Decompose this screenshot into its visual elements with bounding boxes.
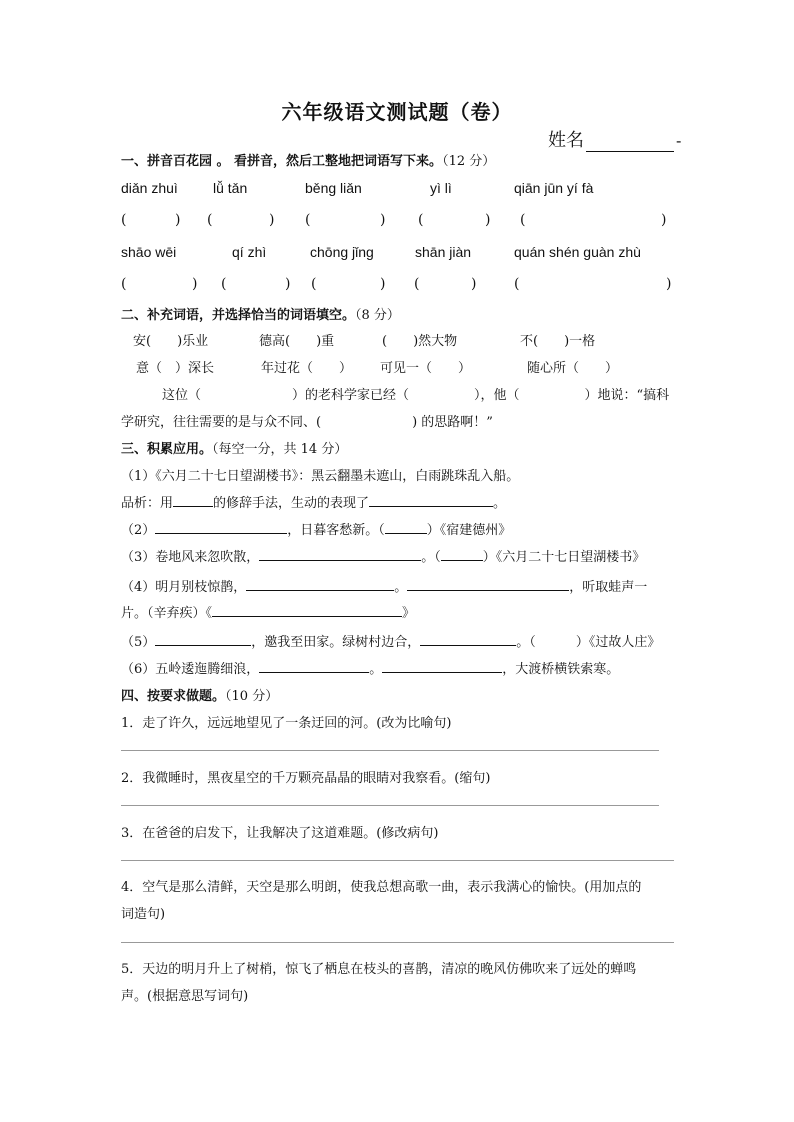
item-3-6-mid: 。 (369, 662, 383, 677)
analysis-mid: 的修辞手法，生动的表现了 (213, 496, 370, 511)
pinyin-1: diǎn zhuì (121, 180, 178, 196)
blank-3-4-a[interactable] (246, 577, 394, 591)
analysis-end: 。 (493, 496, 507, 511)
question-4-4-cont: 词造句) (121, 907, 166, 922)
blank-3-5-b[interactable] (420, 632, 516, 646)
blank-3-4-b[interactable] (407, 577, 569, 591)
answer-line-4-2[interactable] (121, 805, 659, 806)
blank-2-open: ( (207, 212, 213, 228)
pinyin-5: qiān jūn yí fà (514, 180, 594, 196)
question-4-1: 1．走了许久，远远地望见了一条迂回的河。(改为比喻句) (121, 716, 452, 731)
blank-1-open: ( (121, 212, 127, 228)
item-3-2-num: （2） (121, 523, 156, 538)
blank-3-close: ) (380, 212, 386, 228)
idiom-5: 意（ ）深长 (136, 361, 215, 376)
item-3-1-analysis (121, 492, 506, 511)
pinyin-9: shān jiàn (415, 244, 472, 260)
item-3-6 (121, 658, 619, 677)
item-3-3 (121, 546, 645, 565)
name-field[interactable] (548, 126, 681, 152)
pinyin-8: chōng jǐng (310, 244, 374, 260)
pinyin-2: lǚ tǎn (213, 180, 248, 196)
item-3-4-cont (121, 602, 415, 621)
section3-title: 三、积累应用。 (121, 442, 213, 457)
item-3-2-end: ）《宿建德州》 (426, 523, 512, 538)
section2-score: （8 分） (355, 308, 400, 323)
idiom-2: 德高( )重 (259, 334, 335, 349)
blank-3-3-line[interactable] (259, 547, 421, 561)
item-3-3-mid: 。（ (421, 550, 441, 565)
pinyin-10: quán shén guàn zhù (514, 244, 641, 260)
idiom-7: 可见一（ ） (380, 361, 472, 376)
idiom-6: 年过花（ ） (261, 361, 353, 376)
idiom-3: ( )然大物 (382, 334, 458, 349)
blank-7-close: ) (285, 276, 291, 292)
answer-line-4-3[interactable] (121, 860, 674, 861)
pinyin-6: shāo wēi (121, 244, 177, 260)
item-3-4-end: ，听取蛙声一 (569, 580, 648, 595)
pinyin-4: yì lì (430, 180, 452, 196)
blank-3-6-b[interactable] (382, 659, 502, 673)
blank-8-open: ( (311, 276, 317, 292)
item-3-3-start: （3）卷地风来忽吹散， (121, 550, 260, 565)
item-3-4-cont-start: 片。（辛弃疾）《 (121, 606, 213, 621)
name-suffix: - (676, 131, 682, 150)
item-3-5-mid: ，邀我至田家。绿树村边合， (251, 635, 421, 650)
item-3-2-mid: ，日暮客愁新。（ (287, 523, 385, 538)
fill-sentence-2: 学研究，往往需要的是与众不同、( ) 的思路啊！” (121, 415, 493, 430)
section2-heading (121, 304, 400, 323)
idiom-4: 不( )一格 (520, 334, 596, 349)
pinyin-7: qí zhì (232, 244, 267, 260)
section4-title: 四、按要求做题。 (121, 689, 226, 704)
blank-3-6-a[interactable] (259, 659, 369, 673)
answer-line-4-1[interactable] (121, 750, 659, 751)
item-3-4-mid: 。 (394, 580, 408, 595)
item-3-4 (121, 576, 647, 595)
blank-rhetoric[interactable] (173, 493, 213, 507)
blank-4-close: ) (485, 212, 491, 228)
blank-9-open: ( (414, 276, 420, 292)
answer-line-4-4[interactable] (121, 942, 674, 943)
item-3-5-mid2: 。（ (516, 635, 536, 650)
pinyin-3: běng liǎn (305, 180, 362, 196)
item-3-5 (121, 631, 660, 650)
blank-3-5-a[interactable] (155, 632, 251, 646)
blank-10-close: ) (666, 276, 672, 292)
blank-5-close: ) (661, 212, 667, 228)
blank-4-open: ( (418, 212, 424, 228)
question-4-3: 3．在爸爸的启发下，让我解决了这道难题。(修改病句) (121, 826, 439, 841)
section1-title: 一、拼音百花园 。 看拼音，然后工整地把词语写下来。 (121, 154, 443, 169)
name-label: 姓名 (548, 130, 584, 151)
idiom-1: 安( )乐业 (133, 334, 209, 349)
blank-3-2-line[interactable] (155, 520, 287, 534)
question-4-2: 2．我微睡时，黑夜星空的千万颗亮晶晶的眼睛对我察看。(缩句) (121, 771, 491, 786)
idiom-8: 随心所（ ） (527, 361, 619, 376)
blank-9-close: ) (471, 276, 477, 292)
blank-3-2-author[interactable] (385, 520, 427, 534)
section2-title: 二、补充词语，并选择恰当的词语填空。 (121, 308, 356, 323)
item-3-5-end: ）《过故人庄》 (575, 635, 661, 650)
blank-7-open: ( (221, 276, 227, 292)
section4-score: （10 分） (225, 689, 279, 704)
item-3-1: （1）《六月二十七日望湖楼书》：黑云翻墨未遮山，白雨跳珠乱入船。 (121, 469, 520, 484)
blank-3-3-author[interactable] (441, 547, 483, 561)
blank-3-open: ( (305, 212, 311, 228)
blank-8-close: ) (380, 276, 386, 292)
question-4-5-cont: 声。(根据意思写词句) (121, 989, 249, 1004)
item-3-2 (121, 519, 511, 538)
section3-heading (121, 438, 347, 457)
name-blank[interactable] (586, 133, 674, 152)
page-title: 六年级语文测试题（卷） (281, 100, 513, 124)
question-4-5: 5．天边的明月升上了树梢，惊飞了栖息在枝头的喜鹊，清凉的晚风仿佛吹来了远处的蝉鸣 (121, 962, 637, 977)
analysis-prefix: 品析：用 (121, 496, 174, 511)
item-3-5-num: （5） (121, 635, 156, 650)
item-3-6-start: （6）五岭逶迤腾细浪， (121, 662, 260, 677)
blank-5-open: ( (520, 212, 526, 228)
blank-effect[interactable] (369, 493, 493, 507)
item-3-4-start: （4）明月别枝惊鹊， (121, 580, 247, 595)
section3-score: （每空一分，共 14 分） (212, 442, 348, 457)
item-3-4-cont-end: 》 (402, 606, 416, 621)
blank-10-open: ( (514, 276, 520, 292)
section4-heading (121, 685, 278, 704)
section1-heading (121, 150, 495, 169)
blank-2-close: ) (269, 212, 275, 228)
question-4-4: 4．空气是那么清鲜，天空是那么明朗，使我总想高歌一曲，表示我满心的愉快。(用加点的 (121, 880, 642, 895)
fill-sentence-1: 这位（ ）的老科学家已经（ ），他（ ）地说：“搞科 (162, 388, 670, 403)
blank-6-open: ( (121, 276, 127, 292)
blank-6-close: ) (192, 276, 198, 292)
item-3-6-end: ，大渡桥横铁索寒。 (502, 662, 620, 677)
blank-3-4-title[interactable] (212, 603, 402, 617)
blank-1-close: ) (175, 212, 181, 228)
section1-score: （12 分） (442, 154, 496, 169)
item-3-3-end: ）《六月二十七日望湖楼书》 (482, 550, 646, 565)
